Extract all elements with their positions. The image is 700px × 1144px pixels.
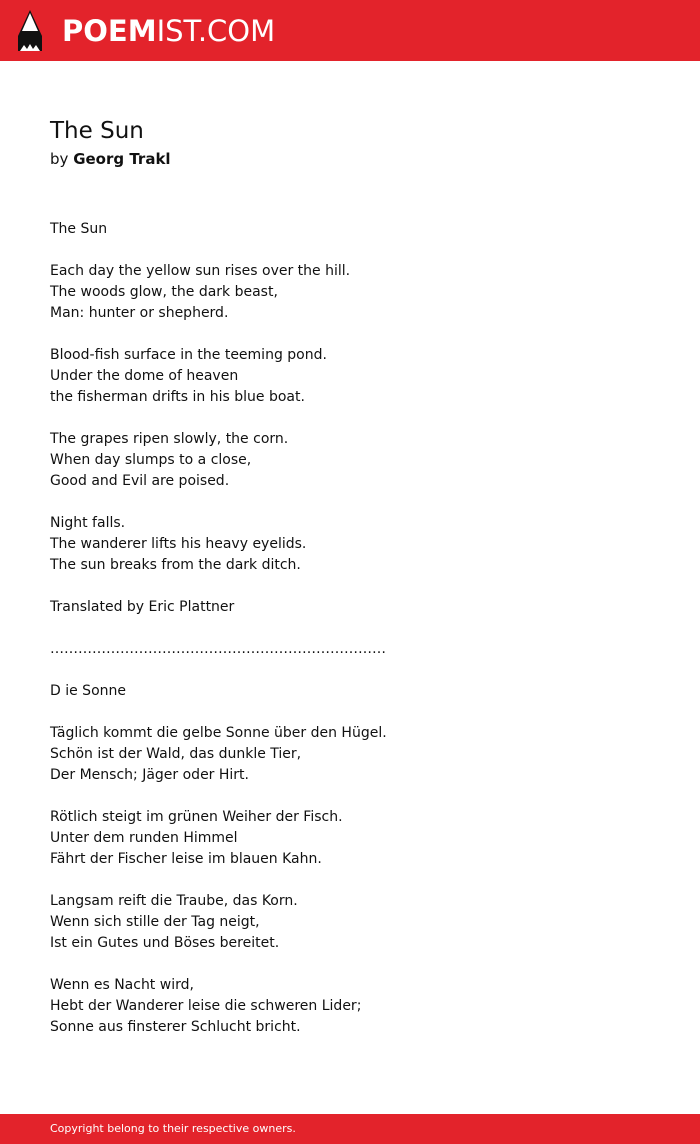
poem-line: Hebt der Wanderer leise die schweren Lider;	[50, 998, 362, 1014]
poem-byline	[50, 148, 171, 170]
poem-line: Wenn sich stille der Tag neigt,	[50, 914, 260, 930]
poem-line: Rötlich steigt im grünen Weiher der Fisch.	[50, 809, 343, 825]
poem-line: Langsam reift die Traube, das Korn.	[50, 893, 298, 909]
poem-line: Blood-fish surface in the teeming pond.	[50, 347, 327, 363]
poem-line: Der Mensch; Jäger oder Hirt.	[50, 767, 249, 783]
poem-line: the fisherman drifts in his blue boat.	[50, 389, 305, 405]
poem-line: Translated by Eric Plattner	[50, 599, 235, 615]
poem-blank-line	[50, 240, 650, 261]
poem-author: Georg Trakl	[73, 150, 171, 168]
poem-line: Night falls.	[50, 515, 126, 531]
poem-line: When day slumps to a close,	[50, 452, 252, 468]
poem-blank-line	[50, 702, 650, 723]
pencil-tip-icon[interactable]	[18, 10, 42, 51]
poem-blank-line	[50, 870, 650, 891]
poem-blank-line	[50, 660, 650, 681]
poem-title: The Sun	[50, 118, 144, 144]
poem-line: The Sun	[50, 221, 108, 237]
poem-line: Ist ein Gutes und Böses bereitet.	[50, 935, 280, 951]
poem-line: The wanderer lifts his heavy eyelids.	[50, 536, 307, 552]
poem-line: The sun breaks from the dark ditch.	[50, 557, 301, 573]
poem-line: Each day the yellow sun rises over the hill.	[50, 263, 351, 279]
poem-line: Man: hunter or shepherd.	[50, 305, 229, 321]
poem-blank-line	[50, 408, 650, 429]
site-footer	[0, 1114, 700, 1144]
poem-blank-line	[50, 492, 650, 513]
logo-bold-part: POEM	[62, 14, 157, 48]
copyright-notice: Copyright belong to their respective owners.	[50, 1122, 296, 1135]
poem-line: Wenn es Nacht wird,	[50, 977, 194, 993]
poem-line: Fährt der Fischer leise im blauen Kahn.	[50, 851, 322, 867]
poem-blank-line	[50, 786, 650, 807]
poem-blank-line	[50, 576, 650, 597]
poem-blank-line	[50, 618, 650, 639]
poem-line: Schön ist der Wald, das dunkle Tier,	[50, 746, 302, 762]
poem-line: ………………………………………………………………	[50, 641, 386, 657]
poem-line: Under the dome of heaven	[50, 368, 239, 384]
poem-line: The woods glow, the dark beast,	[50, 284, 278, 300]
poem-line: Täglich kommt die gelbe Sonne über den Hügel.	[50, 725, 387, 741]
poem-body	[50, 219, 650, 1038]
site-header	[0, 0, 700, 61]
poem-line: Good and Evil are poised.	[50, 473, 230, 489]
poem-line: Sonne aus finsterer Schlucht bricht.	[50, 1019, 301, 1035]
poem-blank-line	[50, 324, 650, 345]
poem-blank-line	[50, 954, 650, 975]
poem-line: The grapes ripen slowly, the corn.	[50, 431, 289, 447]
poem-line: Unter dem runden Himmel	[50, 830, 238, 846]
site-logo[interactable]	[62, 12, 275, 50]
logo-light-part: IST.COM	[156, 14, 276, 48]
poem-line: D ie Sonne	[50, 683, 126, 699]
by-label: by	[50, 150, 69, 168]
